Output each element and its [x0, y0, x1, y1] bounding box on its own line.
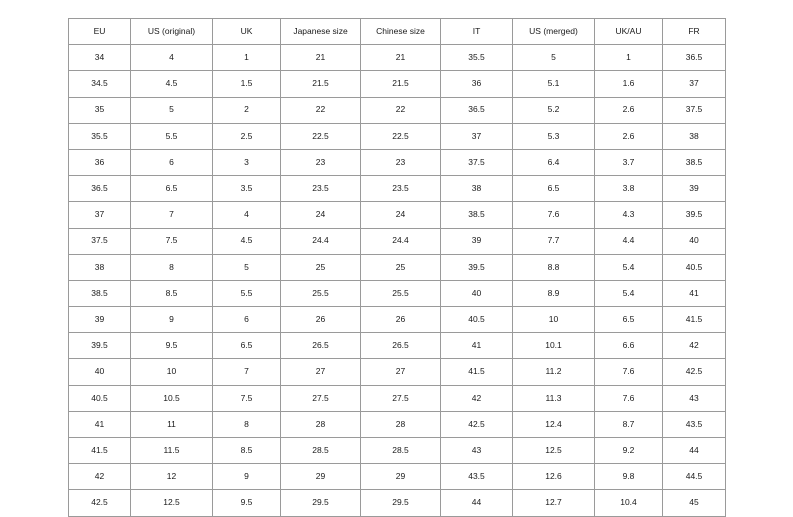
table-cell: 41 — [441, 333, 513, 359]
table-cell: 41.5 — [663, 307, 726, 333]
table-cell: 8.9 — [513, 280, 595, 306]
table-cell: 26 — [281, 307, 361, 333]
table-cell: 3.5 — [213, 176, 281, 202]
table-cell: 6.5 — [513, 176, 595, 202]
table-row — [69, 333, 726, 359]
table-cell: 24 — [281, 202, 361, 228]
table-cell: 12.4 — [513, 411, 595, 437]
table-cell: 5.4 — [595, 254, 663, 280]
table-cell: 36.5 — [69, 176, 131, 202]
table-cell: 23.5 — [281, 176, 361, 202]
table-cell: 1 — [213, 45, 281, 71]
table-row — [69, 45, 726, 71]
table-cell: 2 — [213, 97, 281, 123]
table-cell: 40 — [69, 359, 131, 385]
table-cell: 1 — [595, 45, 663, 71]
column-header: US (merged) — [513, 19, 595, 45]
table-cell: 8.7 — [595, 411, 663, 437]
table-cell: 42 — [69, 464, 131, 490]
table-cell: 12.6 — [513, 464, 595, 490]
table-cell: 7.5 — [131, 228, 213, 254]
table-cell: 25 — [281, 254, 361, 280]
table-cell: 12 — [131, 464, 213, 490]
table-cell: 10 — [131, 359, 213, 385]
table-cell: 6.5 — [213, 333, 281, 359]
table-cell: 2.5 — [213, 123, 281, 149]
table-cell: 4 — [131, 45, 213, 71]
table-cell: 3.8 — [595, 176, 663, 202]
table-cell: 35.5 — [441, 45, 513, 71]
table-cell: 25.5 — [281, 280, 361, 306]
table-cell: 36 — [69, 149, 131, 175]
table-cell: 29 — [361, 464, 441, 490]
table-row — [69, 97, 726, 123]
table-cell: 28 — [361, 411, 441, 437]
table-cell: 34.5 — [69, 71, 131, 97]
table-cell: 5.3 — [513, 123, 595, 149]
table-row — [69, 411, 726, 437]
table-cell: 9.2 — [595, 438, 663, 464]
column-header: FR — [663, 19, 726, 45]
table-cell: 40.5 — [69, 385, 131, 411]
table-cell: 41.5 — [69, 438, 131, 464]
table-cell: 2.6 — [595, 123, 663, 149]
table-row — [69, 307, 726, 333]
table-cell: 45 — [663, 490, 726, 516]
table-cell: 10.5 — [131, 385, 213, 411]
table-cell: 37.5 — [441, 149, 513, 175]
table-cell: 40 — [441, 280, 513, 306]
column-header: Japanese size — [281, 19, 361, 45]
table-cell: 22.5 — [281, 123, 361, 149]
table-cell: 26 — [361, 307, 441, 333]
table-cell: 39.5 — [663, 202, 726, 228]
table-row — [69, 280, 726, 306]
table-cell: 21.5 — [281, 71, 361, 97]
table-cell: 43 — [441, 438, 513, 464]
table-cell: 38.5 — [69, 280, 131, 306]
table-cell: 38.5 — [441, 202, 513, 228]
table-cell: 22 — [281, 97, 361, 123]
table-cell: 27 — [281, 359, 361, 385]
table-cell: 6.6 — [595, 333, 663, 359]
shoe-size-conversion-table — [68, 18, 726, 517]
table-cell: 7.6 — [595, 385, 663, 411]
table-cell: 11 — [131, 411, 213, 437]
table-cell: 1.5 — [213, 71, 281, 97]
table-cell: 42 — [441, 385, 513, 411]
table-cell: 27.5 — [361, 385, 441, 411]
table-cell: 11.2 — [513, 359, 595, 385]
table-cell: 9.5 — [131, 333, 213, 359]
table-row — [69, 202, 726, 228]
table-cell: 36 — [441, 71, 513, 97]
table-cell: 21 — [281, 45, 361, 71]
table-row — [69, 228, 726, 254]
column-header: UK — [213, 19, 281, 45]
table-cell: 24 — [361, 202, 441, 228]
table-cell: 2.6 — [595, 97, 663, 123]
table-cell: 40.5 — [441, 307, 513, 333]
table-row — [69, 176, 726, 202]
table-cell: 36.5 — [441, 97, 513, 123]
table-cell: 12.5 — [131, 490, 213, 516]
table-cell: 9 — [213, 464, 281, 490]
column-header: EU — [69, 19, 131, 45]
table-cell: 35.5 — [69, 123, 131, 149]
table-cell: 44 — [663, 438, 726, 464]
table-cell: 5.4 — [595, 280, 663, 306]
table-cell: 37.5 — [69, 228, 131, 254]
column-header: US (original) — [131, 19, 213, 45]
table-cell: 7.5 — [213, 385, 281, 411]
table-row — [69, 359, 726, 385]
table-cell: 6 — [131, 149, 213, 175]
table-cell: 39.5 — [441, 254, 513, 280]
table-cell: 6.5 — [131, 176, 213, 202]
table-cell: 23 — [281, 149, 361, 175]
table-cell: 36.5 — [663, 45, 726, 71]
table-row — [69, 71, 726, 97]
table-row — [69, 385, 726, 411]
table-cell: 8.8 — [513, 254, 595, 280]
table-cell: 38 — [69, 254, 131, 280]
column-header: IT — [441, 19, 513, 45]
table-cell: 39 — [663, 176, 726, 202]
table-cell: 23.5 — [361, 176, 441, 202]
table-cell: 4 — [213, 202, 281, 228]
table-cell: 4.4 — [595, 228, 663, 254]
table-cell: 7.6 — [595, 359, 663, 385]
table-cell: 10.4 — [595, 490, 663, 516]
table-cell: 35 — [69, 97, 131, 123]
table-cell: 4.5 — [213, 228, 281, 254]
table-cell: 26.5 — [361, 333, 441, 359]
table-row — [69, 490, 726, 516]
table-cell: 25.5 — [361, 280, 441, 306]
table-cell: 42 — [663, 333, 726, 359]
table-cell: 5.5 — [131, 123, 213, 149]
table-cell: 6.5 — [595, 307, 663, 333]
table-cell: 41.5 — [441, 359, 513, 385]
column-header: UK/AU — [595, 19, 663, 45]
table-row — [69, 254, 726, 280]
table-cell: 23 — [361, 149, 441, 175]
table-cell: 25 — [361, 254, 441, 280]
table-cell: 12.5 — [513, 438, 595, 464]
table-cell: 7.6 — [513, 202, 595, 228]
table-cell: 37 — [69, 202, 131, 228]
table-body — [69, 45, 726, 516]
table-header-row — [69, 19, 726, 45]
column-header: Chinese size — [361, 19, 441, 45]
table-cell: 8 — [131, 254, 213, 280]
table-cell: 43.5 — [441, 464, 513, 490]
table-cell: 7 — [131, 202, 213, 228]
table-cell: 38.5 — [663, 149, 726, 175]
table-cell: 9.8 — [595, 464, 663, 490]
table-cell: 39 — [69, 307, 131, 333]
table-cell: 27.5 — [281, 385, 361, 411]
table-cell: 43 — [663, 385, 726, 411]
table-header — [69, 19, 726, 45]
table-cell: 39 — [441, 228, 513, 254]
table-cell: 43.5 — [663, 411, 726, 437]
table-cell: 9 — [131, 307, 213, 333]
table-cell: 9.5 — [213, 490, 281, 516]
table-row — [69, 149, 726, 175]
table-cell: 37 — [663, 71, 726, 97]
table-cell: 8 — [213, 411, 281, 437]
table-cell: 10.1 — [513, 333, 595, 359]
table-cell: 5 — [213, 254, 281, 280]
table-cell: 10 — [513, 307, 595, 333]
table-row — [69, 123, 726, 149]
table-cell: 21.5 — [361, 71, 441, 97]
table-cell: 11.3 — [513, 385, 595, 411]
table-cell: 41 — [69, 411, 131, 437]
table-cell: 4.5 — [131, 71, 213, 97]
table-cell: 21 — [361, 45, 441, 71]
table-cell: 44 — [441, 490, 513, 516]
table-cell: 5.1 — [513, 71, 595, 97]
table-cell: 24.4 — [361, 228, 441, 254]
table-row — [69, 438, 726, 464]
table-cell: 40.5 — [663, 254, 726, 280]
table-cell: 24.4 — [281, 228, 361, 254]
table-cell: 3.7 — [595, 149, 663, 175]
table-cell: 29 — [281, 464, 361, 490]
table-cell: 22 — [361, 97, 441, 123]
table-cell: 34 — [69, 45, 131, 71]
table-cell: 4.3 — [595, 202, 663, 228]
table-cell: 5 — [131, 97, 213, 123]
table-cell: 37 — [441, 123, 513, 149]
table-cell: 7 — [213, 359, 281, 385]
table-cell: 28.5 — [281, 438, 361, 464]
table-cell: 1.6 — [595, 71, 663, 97]
table-cell: 27 — [361, 359, 441, 385]
table-cell: 3 — [213, 149, 281, 175]
table-row — [69, 464, 726, 490]
table-cell: 38 — [441, 176, 513, 202]
table-cell: 28 — [281, 411, 361, 437]
table-cell: 6.4 — [513, 149, 595, 175]
table-cell: 8.5 — [213, 438, 281, 464]
table-cell: 40 — [663, 228, 726, 254]
table-cell: 5.2 — [513, 97, 595, 123]
table-cell: 5.5 — [213, 280, 281, 306]
table-cell: 42.5 — [69, 490, 131, 516]
table-cell: 38 — [663, 123, 726, 149]
table-cell: 39.5 — [69, 333, 131, 359]
table-cell: 12.7 — [513, 490, 595, 516]
table-cell: 41 — [663, 280, 726, 306]
table-cell: 7.7 — [513, 228, 595, 254]
table-cell: 11.5 — [131, 438, 213, 464]
table-cell: 37.5 — [663, 97, 726, 123]
table-cell: 42.5 — [441, 411, 513, 437]
table-cell: 26.5 — [281, 333, 361, 359]
table-cell: 29.5 — [361, 490, 441, 516]
table-cell: 42.5 — [663, 359, 726, 385]
table-cell: 22.5 — [361, 123, 441, 149]
table-cell: 5 — [513, 45, 595, 71]
table-cell: 29.5 — [281, 490, 361, 516]
table-cell: 6 — [213, 307, 281, 333]
table-cell: 28.5 — [361, 438, 441, 464]
table-cell: 8.5 — [131, 280, 213, 306]
table-cell: 44.5 — [663, 464, 726, 490]
